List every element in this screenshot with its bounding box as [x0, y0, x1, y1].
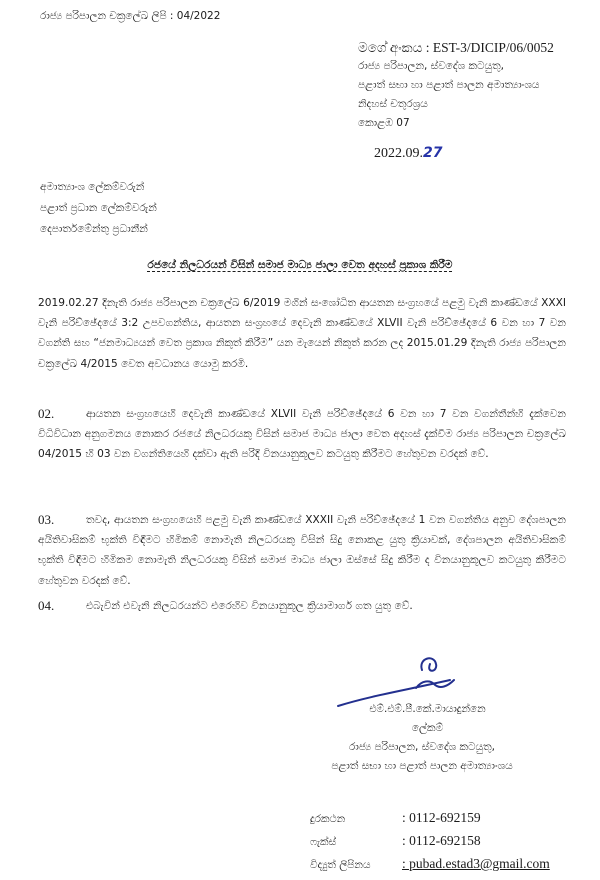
address-line-2: කොළඹ 07 — [358, 117, 410, 129]
signature-block — [340, 700, 515, 738]
subject-heading: රජයේ නිලධරයන් විසින් සමාජ මාධ්‍ය ජාලා වෙත අදහස් ප්‍රකාශ කිරීම — [147, 259, 453, 271]
addressee-1: අමාත්‍යාංශ ලේකම්වරුන් — [40, 181, 145, 193]
circular-number: රාජ්‍ය පරිපාලන චක්‍රලේඛ ලිපි : 04/2022 — [40, 10, 221, 22]
paragraph-2: ආයතන සංග්‍රහයෙහි දෙවැනි කාණ්ඩයේ XLVII වැනි පරිච්ඡේදයේ 6 වන හා 7 වන වගන්තීන්හි දැක්වෙන විධිවිධාන අනුගමනය නොකර රජයේ නිලධරයකු විසින් සමාජ මාධ්‍ය ජාලා වෙත අදහස් දැක්වීම රාජ්‍ය පරිපාලන චක්‍රලේඛ 04/2015 හි 03 වන වගන්තියෙහි දක්වා ඇති පරිදි විනයානුකූලව කටයුතු කිරීමට හේතුවන වරදක් වේ. — [38, 408, 566, 461]
contact-phone-label: දුරකථන — [310, 813, 346, 825]
contact-fax — [310, 833, 590, 856]
contact-fax-value: : 0112-692158 — [402, 833, 481, 848]
contact-details — [310, 810, 590, 879]
paragraph-3-number: 03. — [38, 512, 55, 527]
signatory-org-line-2: පළාත් සභා හා පළාත් පාලන අමාත්‍යාංශය — [331, 760, 513, 772]
signatory-organization — [292, 738, 552, 776]
letter-date — [374, 145, 442, 162]
paragraph-1: 2019.02.27 දිනැති රාජ්‍ය පරිපාලන චක්‍රලේඛ 6/2019 මගින් සංශෝධිත ආයතන සංග්‍රහයේ පළමු වැනි කාණ්ඩයේ XXXI වැනි පරිච්ඡේදයේ 3:2 උපවගන්තිය, ආයතන සංග්‍රහයේ දෙවැනි කාණ්ඩයේ XLVII වැනි පරිච්ඡේදයේ 6 වන හා 7 වන වගන්ති සහ “ජනමාධ්‍යයන් වෙත ප්‍රකාශ නිකුත් කිරීම” යන මැයෙන් නිකුත් කරන ලද 2015.01.29 දිනැති රාජ්‍ය පරිපාලන චක්‍රලේඛ 4/2015 වෙත අවධානය යොමු කරමි. — [38, 297, 566, 370]
addressee-3: දෙපාර්තමේන්තු ප්‍රධානීන් — [40, 223, 148, 235]
paragraph-2-number: 02. — [38, 406, 55, 421]
ministry-line-2: පළාත් සභා හා පළාත් පාලන අමාත්‍යාංශය — [358, 79, 540, 91]
date-handwritten: 27 — [423, 145, 443, 161]
contact-email-label: විද්‍යුත් ලිපිනය — [310, 859, 371, 871]
contact-fax-label: ෆැක්ස් — [310, 836, 337, 848]
paragraph-4: එබැවින් එවැනි නිලධරයන්ට එරෙහිව විනයානුකූල ක්‍රියාමාර්ග ගත යුතු වේ. — [86, 600, 413, 612]
ministry-line-1: රාජ්‍ය පරිපාලන, ස්වදේශ කටයුතු, — [358, 60, 504, 72]
signatory-org-line-1: රාජ්‍ය පරිපාලන, ස්වදේශ කටයුතු, — [349, 741, 495, 753]
signatory-title: ලේකම් — [411, 722, 444, 734]
reference-number: මගේ අංකය : EST-3/DICIP/06/0052 — [358, 40, 554, 55]
contact-phone — [310, 810, 590, 833]
reference-block — [358, 38, 554, 133]
contact-email-link[interactable]: : pubad.estad3@gmail.com — [402, 856, 550, 871]
signatory-name: එම්.එම්.පී.කේ.මායාදුන්නෙ — [369, 703, 486, 715]
addressees — [40, 177, 157, 240]
address-line-1: නිදහස් චතුරශ්‍රය — [358, 98, 428, 110]
paragraph-3: තවද, ආයතන සංග්‍රහයෙහි පළමු වැනි කාණ්ඩයේ XXXII වැනි පරිච්ඡේදයේ 1 වන වගන්තිය අනුව දේශපාලන අයිතිවාසිකම් භුක්ති විඳීමට හිමිකම් නොමැති නිලධරයකු විසින් සිදු නොකළ යුතු ක්‍රියාවක්, දේශපාලන අයිතිවාසිකම් භුක්ති විඳීමට හිමිකම නොමැති නිලධරයකු විසින් සමාජ මාධ්‍ය ජාලා ඔස්සේ සිදු කිරීම ද විනයානුකූලව කටයුතු කිරීමට හේතුවන වරදක් වේ. — [38, 514, 566, 587]
addressee-2: පළාත් ප්‍රධාන ලේකම්වරුන් — [40, 202, 157, 214]
paragraph-4-number: 04. — [38, 598, 55, 613]
date-printed: 2022.09. — [374, 146, 423, 161]
contact-phone-value: : 0112-692159 — [402, 810, 481, 825]
contact-email — [310, 856, 590, 879]
